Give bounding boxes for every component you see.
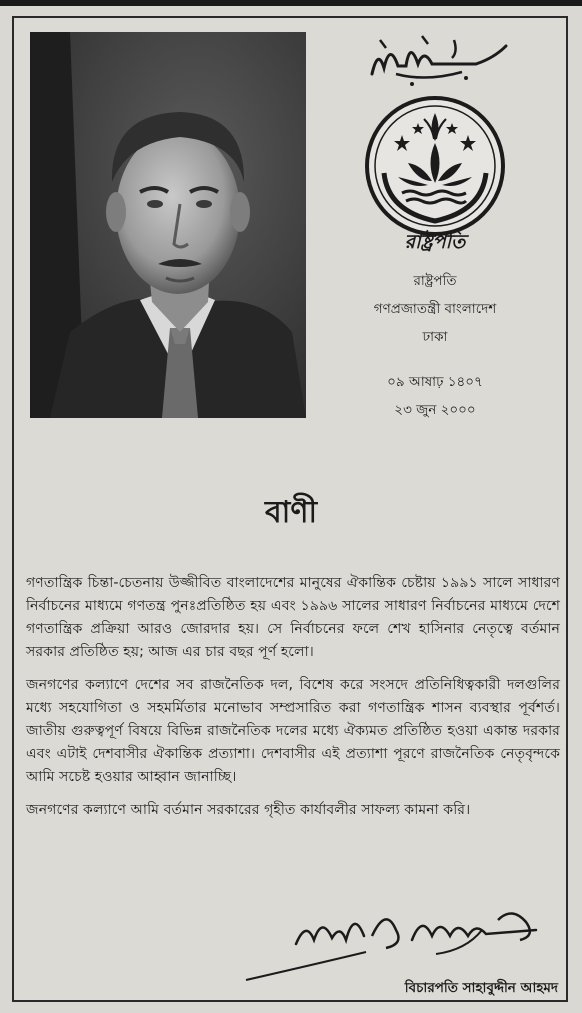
paragraph: গণতান্ত্রিক চিন্তা-চেতনায় উজ্জীবিত বাংলাদেশের মানুষের ঐকান্তিক চেষ্টায় ১৯৯১ সালে সাধারণ নির্বাচনের মাধ্যমে গণতন্ত্র পুনঃপ্রতিষ্ঠিত হয় এবং ১৯৯৬ সালের সাধারণ নির্বাচনের মাধ্যমে দেশে গণতান্ত্রিক প্রক্রিয়া আরও জোরদার হয়। সে নির্বাচনের ফলে শেখ হাসিনার নেতৃত্বে বর্তমান সরকার প্রতিষ্ঠিত হয়; আজ এর চার বছর পূর্ণ হলো। (26, 575, 560, 660)
portrait-photo (30, 32, 306, 418)
message-title: বাণী (264, 495, 318, 530)
country-name: গণপ্রজাতন্ত্রী বাংলাদেশ (373, 301, 497, 317)
top-rule (0, 0, 582, 6)
paragraph: জনগণের কল্যাণে দেশের সব রাজনৈতিক দল, বিশেষ করে সংসদে প্রতিনিধিত্বকারী দলগুলির মধ্যে সহযোগিতা ও সহমর্মিতার মনোভাব সম্প্রসারিত করা গণতান্ত্রিক শাসন ব্যবস্থার পূর্বশর্ত। জাতীয় গুরুত্বপূর্ণ বিষয়ে বিভিন্ন রাজনৈতিক দলের মধ্যে ঐক্যমত প্রতিষ্ঠিত হওয়া একান্ত দরকার এবং এটাই দেশবাসীর ঐকান্তিক প্রত্যাশা। দেশবাসীর এই প্রত্যাশা পূরণে রাজনৈতিক নেতৃবৃন্দকে আমি সচেষ্ট হওয়ার আহ্বান জানাচ্ছি। (26, 677, 560, 785)
date-bangla: ০৯ আষাঢ় ১৪০৭ (387, 374, 483, 390)
bismillah-calligraphy-icon (366, 28, 516, 90)
signer-name: বিচারপতি সাহাবুদ্দীন আহমদ (404, 980, 558, 996)
state-emblem-icon (362, 93, 508, 239)
emblem-caption: রাষ্ট্রপতি (404, 231, 466, 253)
office-title: রাষ্ট্রপতি (413, 273, 457, 289)
paragraph: জনগণের কল্যাণে আমি বর্তমান সরকারের গৃহীত কার্যাবলীর সাফল্য কামনা করি। (26, 802, 471, 818)
message-body (26, 572, 560, 832)
date-gregorian: ২৩ জুন ২০০০ (394, 402, 476, 418)
city-name: ঢাকা (422, 329, 448, 345)
